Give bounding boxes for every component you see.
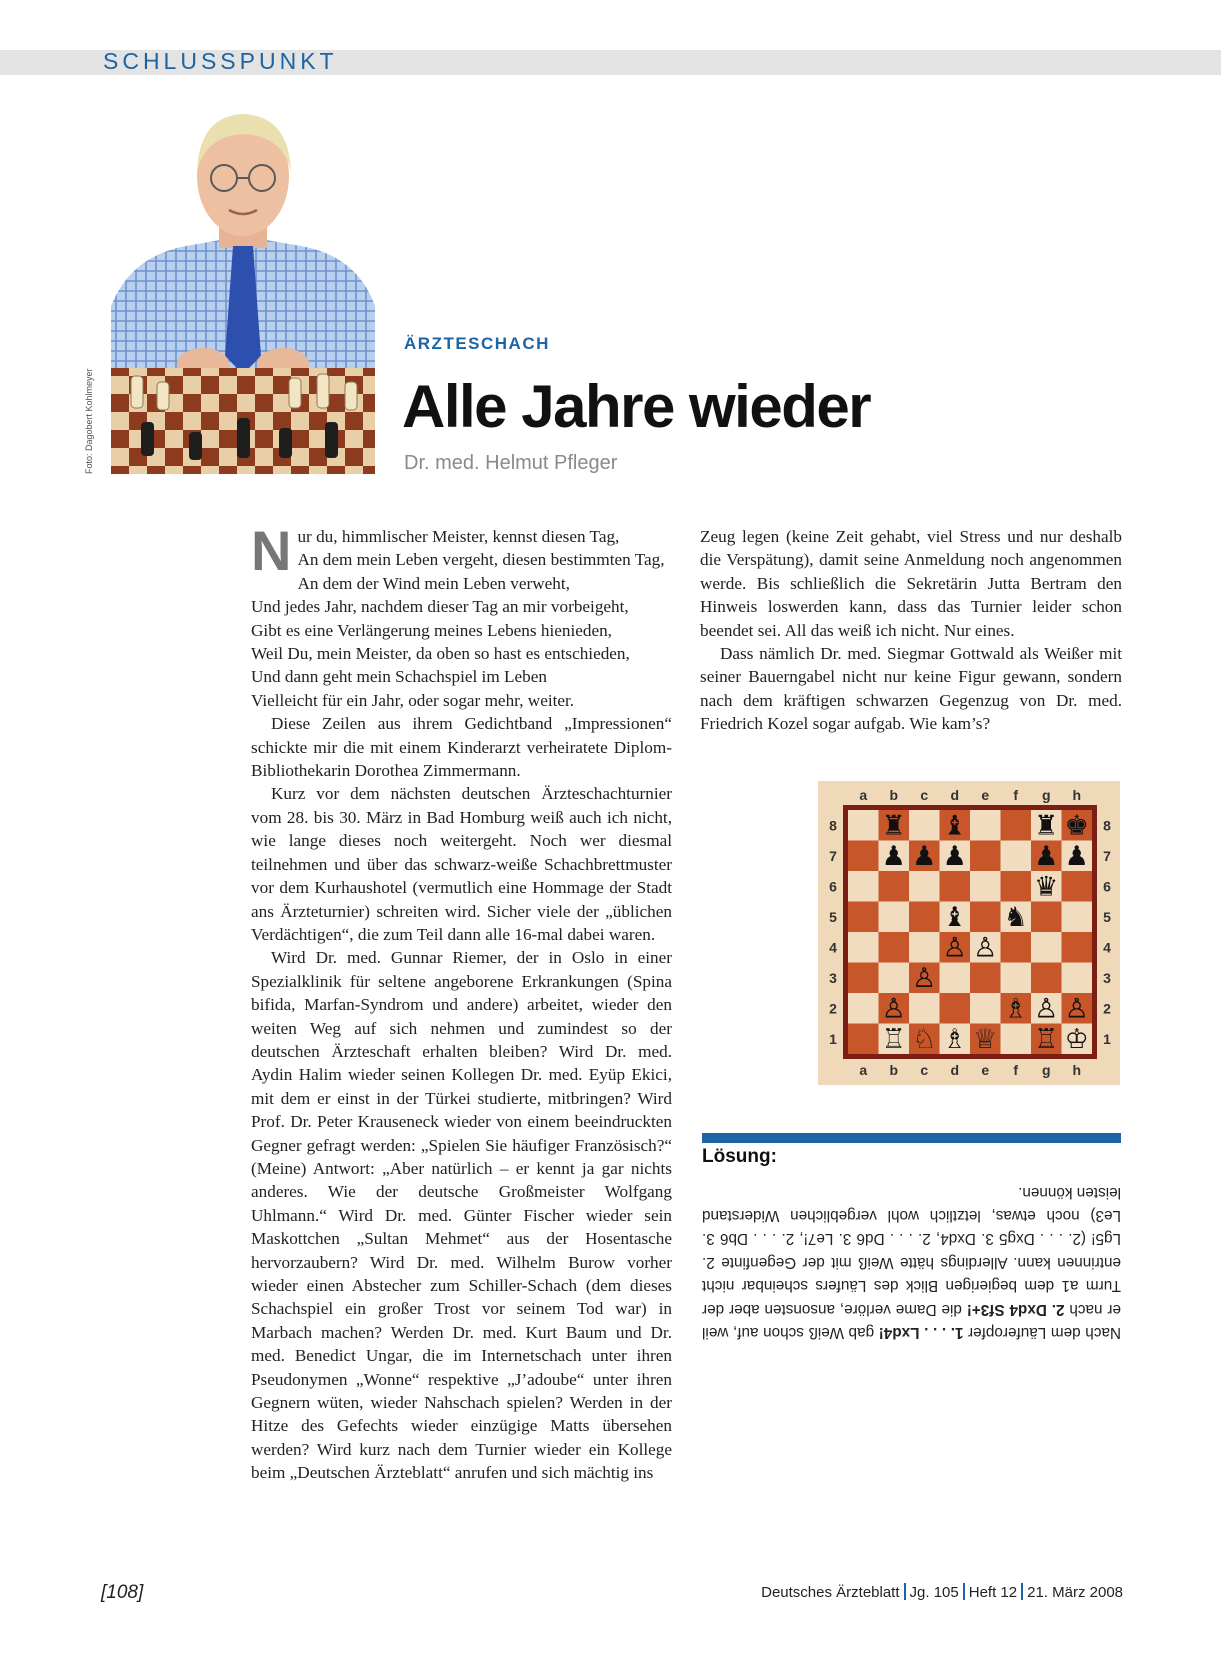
rank-label: 2 bbox=[1103, 1000, 1111, 1017]
paragraph: Wird Dr. med. Gunnar Riemer, der in Oslo in einer Spezialklinik für seltene angeborene Erkrankungen (Spina bifida, Marfan-Syndrom und andere) arbeitet, wieder den weiten Weg auf sich nehmen und zumindest so der deutschen Ärzteschaft erhalten bleiben? Wird Dr. med. Aydin Halim wieder seinen Kollegen Dr. med. Eyüp Ekici, mit dem er einst in der Türkei studierte, mitbringen? Wird Prof. Dr. Peter Krauseneck wieder von einem beeindruckten Gegner gefragt werden: „Spielen Sie häufiger Französisch?“ (Meine) Antwort: „Aber natürlich – er kennt ja gar nichts anderes. Wie der deutsche Großmeister Wolfgang Uhlmann.“ Wird Dr. med. Günter Fischer wieder sein Maskottchen „Sultan Mehmet“ aus der Hosentasche hervorzaubern? Wird Dr. med. Wilhelm Burow vorher wieder einen Abstecher zum Schiller-Schach (dem dieses Schachspiel ein großer Trost vor seinem Tod war) in Marbach machen? Werden Dr. med. Kurt Baum und Dr. med. Benedict Ungar, die im Internetschach unter ihren Pseudonymen „Wonne“ respektive „J’adoube“ unter ihren Gegnern wüten, wieder Nahschach spielen? Werden in der Hitze des Gefechts wieder einzügige Matts übersehen werden? Wird kurz nach dem Turnier wieder ein Kollege beim „Deutschen Ärzteblatt“ anrufen und sich mächtig ins bbox=[251, 948, 672, 1483]
file-label: b bbox=[889, 787, 899, 803]
board-square bbox=[848, 841, 879, 872]
board-square bbox=[1031, 932, 1062, 963]
author-photo bbox=[111, 106, 375, 474]
chess-piece: ♟ bbox=[881, 840, 906, 872]
rank-label: 1 bbox=[1103, 1030, 1111, 1047]
board-square bbox=[848, 902, 879, 933]
solution-bar bbox=[702, 1133, 1121, 1143]
solution-move: 2. Dxd4 Sf3+! bbox=[966, 1300, 1065, 1318]
board-square bbox=[940, 993, 971, 1024]
chess-piece: ♙ bbox=[973, 932, 998, 964]
section-label: SCHLUSSPUNKT bbox=[103, 48, 338, 74]
chess-piece: ♙ bbox=[912, 962, 937, 994]
board-square bbox=[848, 993, 879, 1024]
board-square bbox=[970, 841, 1001, 872]
file-label: a bbox=[859, 1062, 868, 1078]
board-square bbox=[1062, 871, 1093, 902]
text-column-left bbox=[251, 519, 672, 1485]
chess-piece: ♟ bbox=[1034, 840, 1059, 872]
board-square bbox=[940, 871, 971, 902]
chess-piece: ♙ bbox=[1064, 993, 1089, 1025]
chess-piece: ♔ bbox=[1064, 1023, 1089, 1055]
file-label: g bbox=[1041, 1062, 1051, 1078]
board-square bbox=[848, 1024, 879, 1055]
board-square bbox=[848, 932, 879, 963]
poem-line: An dem mein Leben vergeht, diesen bestimmten Tag, bbox=[297, 550, 665, 570]
chess-piece: ♕ bbox=[973, 1023, 998, 1055]
poem-line: An dem der Wind mein Leben verweht, bbox=[297, 573, 570, 593]
rank-label: 6 bbox=[829, 878, 837, 895]
chess-piece: ♞ bbox=[1003, 901, 1028, 933]
board-square bbox=[940, 963, 971, 994]
page-number: [108] bbox=[101, 1582, 144, 1603]
chess-piece: ♟ bbox=[1064, 840, 1089, 872]
board-square bbox=[848, 963, 879, 994]
poem-line: Und dann geht mein Schachspiel im Leben bbox=[251, 667, 547, 687]
board-square bbox=[970, 993, 1001, 1024]
chess-piece: ♝ bbox=[942, 901, 967, 933]
poem bbox=[251, 519, 672, 712]
poem-line: Vielleicht für ein Jahr, oder sogar mehr, weiter. bbox=[251, 690, 575, 710]
drop-cap: N bbox=[251, 519, 292, 582]
rank-label: 5 bbox=[1103, 908, 1111, 925]
chess-piece: ♗ bbox=[942, 1023, 967, 1055]
board-square bbox=[1031, 963, 1062, 994]
chess-piece: ♘ bbox=[912, 1023, 937, 1055]
poem-line: ur du, himmlischer Meister, kennst diesen Tag, bbox=[297, 527, 620, 546]
rank-label: 6 bbox=[1103, 878, 1111, 895]
separator bbox=[963, 1583, 965, 1600]
board-square bbox=[909, 993, 940, 1024]
board-square bbox=[879, 932, 910, 963]
solution-move: 1. . . . Lxd4! bbox=[878, 1323, 964, 1341]
rank-label: 8 bbox=[829, 817, 837, 834]
footer-citation bbox=[761, 1583, 1123, 1601]
solution-text-part: gab Weiß schon auf, weil er nach bbox=[702, 1300, 1121, 1341]
journal-issue: Heft 12 bbox=[968, 1584, 1018, 1601]
board-square bbox=[879, 871, 910, 902]
chess-piece: ♜ bbox=[881, 810, 906, 842]
file-label: c bbox=[920, 787, 929, 803]
board-square bbox=[909, 871, 940, 902]
article-kicker: ÄRZTESCHACH bbox=[404, 334, 550, 353]
article-title: Alle Jahre wieder bbox=[402, 373, 871, 440]
solution-text-part: Nach dem Läuferopfer bbox=[963, 1323, 1121, 1341]
board-square bbox=[1062, 902, 1093, 933]
file-label: f bbox=[1013, 1062, 1019, 1078]
board-square bbox=[909, 902, 940, 933]
chess-piece: ♙ bbox=[1034, 993, 1059, 1025]
board-square bbox=[1001, 841, 1032, 872]
chess-piece: ♙ bbox=[881, 993, 906, 1025]
rank-label: 4 bbox=[829, 939, 837, 956]
chess-piece: ♟ bbox=[912, 840, 937, 872]
chess-board bbox=[818, 781, 1120, 1085]
separator bbox=[904, 1583, 906, 1600]
rank-label: 7 bbox=[829, 847, 837, 864]
board-square bbox=[879, 963, 910, 994]
board-square bbox=[970, 810, 1001, 841]
board-square bbox=[1001, 871, 1032, 902]
file-label: e bbox=[981, 1062, 990, 1078]
chess-diagram bbox=[818, 781, 1120, 1085]
photo-credit: Foto: Dagobert Kohlmeyer bbox=[84, 368, 94, 474]
board-square bbox=[1001, 932, 1032, 963]
paragraph: Zeug legen (keine Zeit gehabt, viel Stress und nur deshalb die Verspätung), damit seine Anmeldung noch angenommen werde. Bis schließlich die Sekretärin Jutta Bertram den Hinweis loswerden kann, dass das Turnier leider schon beendet sei. All das weiß ich nicht. Nur eines. bbox=[700, 527, 1122, 640]
poem-line: Weil Du, mein Meister, da oben so hast es entschieden, bbox=[251, 644, 630, 664]
chess-piece: ♚ bbox=[1064, 810, 1089, 842]
poem-line: Und jedes Jahr, nachdem dieser Tag an mir vorbeigeht, bbox=[251, 597, 629, 617]
rank-label: 5 bbox=[829, 908, 837, 925]
text-column-right bbox=[700, 525, 1122, 736]
chess-piece: ♟ bbox=[942, 840, 967, 872]
board-square bbox=[970, 902, 1001, 933]
file-label: g bbox=[1041, 787, 1051, 803]
file-label: h bbox=[1072, 1062, 1082, 1078]
rank-label: 7 bbox=[1103, 847, 1111, 864]
board-square bbox=[970, 871, 1001, 902]
journal-date: 21. März 2008 bbox=[1027, 1584, 1123, 1601]
file-label: c bbox=[920, 1062, 929, 1078]
file-label: b bbox=[889, 1062, 899, 1078]
file-label: e bbox=[981, 787, 990, 803]
board-square bbox=[1001, 963, 1032, 994]
chess-piece: ♙ bbox=[942, 932, 967, 964]
board-square bbox=[879, 902, 910, 933]
board-square bbox=[1062, 932, 1093, 963]
chess-piece: ♛ bbox=[1034, 871, 1059, 903]
rank-label: 8 bbox=[1103, 817, 1111, 834]
board-square bbox=[1062, 963, 1093, 994]
article-author: Dr. med. Helmut Pfleger bbox=[404, 452, 618, 474]
file-label: a bbox=[859, 787, 868, 803]
rank-label: 3 bbox=[829, 969, 837, 986]
board-square bbox=[848, 871, 879, 902]
file-label: f bbox=[1013, 787, 1019, 803]
separator bbox=[1021, 1583, 1023, 1600]
paragraph: Dass nämlich Dr. med. Siegmar Gottwald als Weißer mit seiner Bauerngabel nicht nur keine Figur gewann, sondern nach dem kräftigen schwarzen Gegenzug von Dr. med. Friedrich Kozel sogar aufgab. Wie kam’s? bbox=[700, 644, 1122, 734]
chess-piece: ♖ bbox=[1034, 1023, 1059, 1055]
poem-line: Gibt es eine Verlängerung meines Lebens hienieden, bbox=[251, 620, 612, 640]
journal-volume: Jg. 105 bbox=[909, 1584, 959, 1601]
solution-text-part: die Dame verlöre, ansonsten aber der Turm a1 dem begierigen Blick des Läufers scheinbar nicht entrinnen kann. Allerdings hätte Weiß mit der Gegenfinte 2. Lg5! (2. . . . Dxg5 3. Dxd4, 2. . . . Dd6 3. Le7!, 2. . . . Db6 3. Le3) noch etwas, letztlich wohl vergeblichen Widerstand leisten können. bbox=[702, 1183, 1121, 1318]
paragraph: Diese Zeilen aus ihrem Gedichtband „Impressionen“ schickte mir die mit einem Kinderarzt verheiratete Diplom-Bibliothekarin Dorothea Zimmermann. bbox=[251, 714, 672, 781]
board-square bbox=[1001, 1024, 1032, 1055]
chess-piece: ♝ bbox=[942, 810, 967, 842]
board-square bbox=[909, 932, 940, 963]
journal-name: Deutsches Ärzteblatt bbox=[761, 1584, 900, 1601]
board-square bbox=[1031, 902, 1062, 933]
file-label: h bbox=[1072, 787, 1082, 803]
chess-piece: ♜ bbox=[1034, 810, 1059, 842]
rank-label: 4 bbox=[1103, 939, 1111, 956]
solution-text bbox=[702, 1180, 1121, 1344]
board-square bbox=[1001, 810, 1032, 841]
solution-label: Lösung: bbox=[702, 1146, 777, 1167]
rank-label: 2 bbox=[829, 1000, 837, 1017]
file-label: d bbox=[950, 787, 960, 803]
paragraph: Kurz vor dem nächsten deutschen Ärzteschachturnier vom 28. bis 30. März in Bad Homburg weiß auch ich nicht, wie lange dieses noch weitergeht. Noch wer diesmal teilnehmen und über das schwarz-weiße Schachbrettmuster vor dem Kurhaushotel (vermutlich eine Hommage der Stadt ans Ärzteturnier) schreiten wird. Sicher viele der „üblichen Verdächtigen“, die zum Teil dann alle 16-mal dabei waren. bbox=[251, 784, 672, 944]
chess-piece: ♗ bbox=[1003, 993, 1028, 1025]
rank-label: 1 bbox=[829, 1030, 837, 1047]
rank-label: 3 bbox=[1103, 969, 1111, 986]
board-square bbox=[848, 810, 879, 841]
board-square bbox=[909, 810, 940, 841]
board-square bbox=[970, 963, 1001, 994]
file-label: d bbox=[950, 1062, 960, 1078]
chess-piece: ♖ bbox=[881, 1023, 906, 1055]
